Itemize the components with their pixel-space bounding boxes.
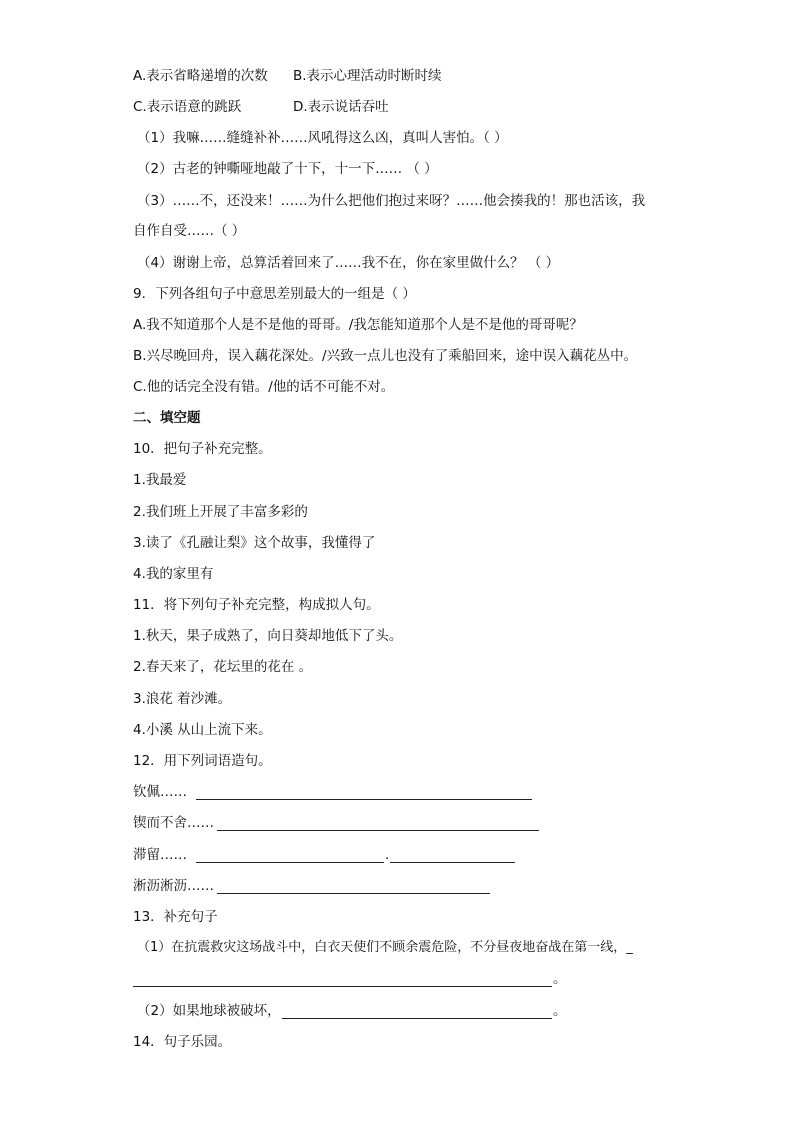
answer-blank[interactable] <box>133 974 552 987</box>
q9-option-b: B.兴尽晚回舟，误入藕花深处。/兴致一点儿也没有了乘船回来，途中误入藕花丛中。 <box>133 348 638 364</box>
answer-blank[interactable] <box>390 850 515 863</box>
q13-end-1: 。 <box>553 971 567 987</box>
q9-option-c: C.他的话完全没有错。/他的话不可能不对。 <box>133 379 395 395</box>
q13-end-2: 。 <box>553 1003 567 1019</box>
q10-item-1: 1.我最爱 <box>133 472 187 488</box>
q13-item-2: （2）如果地球被破坏， <box>137 1003 281 1019</box>
q12-stem: 12．用下列词语造句。 <box>133 753 272 769</box>
q11-stem: 11．将下列句子补充完整，构成拟人句。 <box>133 597 380 613</box>
option-d: D.表示说话吞吐 <box>293 99 389 115</box>
answer-blank[interactable] <box>196 787 532 800</box>
q11-item-4: 4.小溪 从山上流下来。 <box>133 722 272 738</box>
q8-item-2: （2）古老的钟嘶哑地敲了十下，十一下…… （ ） <box>137 161 438 177</box>
q8-item-1: （1）我嘛……缝缝补补……风吼得这么凶，真叫人害怕。（ ） <box>137 130 508 146</box>
q10-item-3: 3.读了《孔融让梨》这个故事，我懂得了 <box>133 535 376 551</box>
q8-item-4: （4）谢谢上帝，总算活着回来了……我不在，你在家里做什么？ （ ） <box>137 255 560 271</box>
q11-item-3: 3.浪花 着沙滩。 <box>133 691 232 707</box>
q12-word-4: 淅沥淅沥…… <box>133 878 214 894</box>
question-8-options-row-2 <box>133 98 389 116</box>
q8-item-3: （3）……不，还没来！……为什么把他们抱过来呀？……他会揍我的！那也活该，我 <box>137 193 646 209</box>
q10-item-2: 2.我们班上开展了丰富多彩的 <box>133 504 308 520</box>
question-8-options-row-1 <box>133 67 442 85</box>
option-b: B.表示心理活动时断时续 <box>293 68 442 84</box>
q13-stem: 13．补充句子 <box>133 909 218 925</box>
q9-option-a: A.我不知道那个人是不是他的哥哥。/我怎能知道那个人是不是他的哥哥呢？ <box>133 317 583 333</box>
option-c: C.表示语意的跳跃 <box>133 99 242 115</box>
q11-item-2: 2.春天来了，花坛里的花在 。 <box>133 659 313 675</box>
option-a: A.表示省略递增的次数 <box>133 68 268 84</box>
q12-word-1: 钦佩…… <box>133 784 187 800</box>
q10-stem: 10．把句子补充完整。 <box>133 441 272 457</box>
q9-stem: 9．下列各组句子中意思差别最大的一组是（ ） <box>133 286 416 302</box>
answer-blank[interactable] <box>217 818 539 831</box>
answer-blank[interactable] <box>196 850 384 863</box>
q8-item-3-cont: 自作自受……（ ） <box>133 223 246 239</box>
q14-stem: 14．句子乐园。 <box>133 1034 232 1050</box>
q12-word-3: 滞留…… <box>133 847 187 863</box>
q12-word-2: 锲而不舍…… <box>133 815 214 831</box>
blank-dot: . <box>385 847 390 863</box>
answer-blank[interactable] <box>282 1006 552 1019</box>
section-title: 二、填空题 <box>133 410 201 426</box>
q11-item-1: 1.秋天，果子成熟了，向日葵却地低下了头。 <box>133 628 403 644</box>
answer-blank[interactable] <box>217 881 490 894</box>
q10-item-4: 4.我的家里有 <box>133 566 214 582</box>
q13-item-1: （1）在抗震救灾这场战斗中，白衣天使们不顾余震危险，不分昼夜地奋战在第一线，_ <box>137 940 633 955</box>
